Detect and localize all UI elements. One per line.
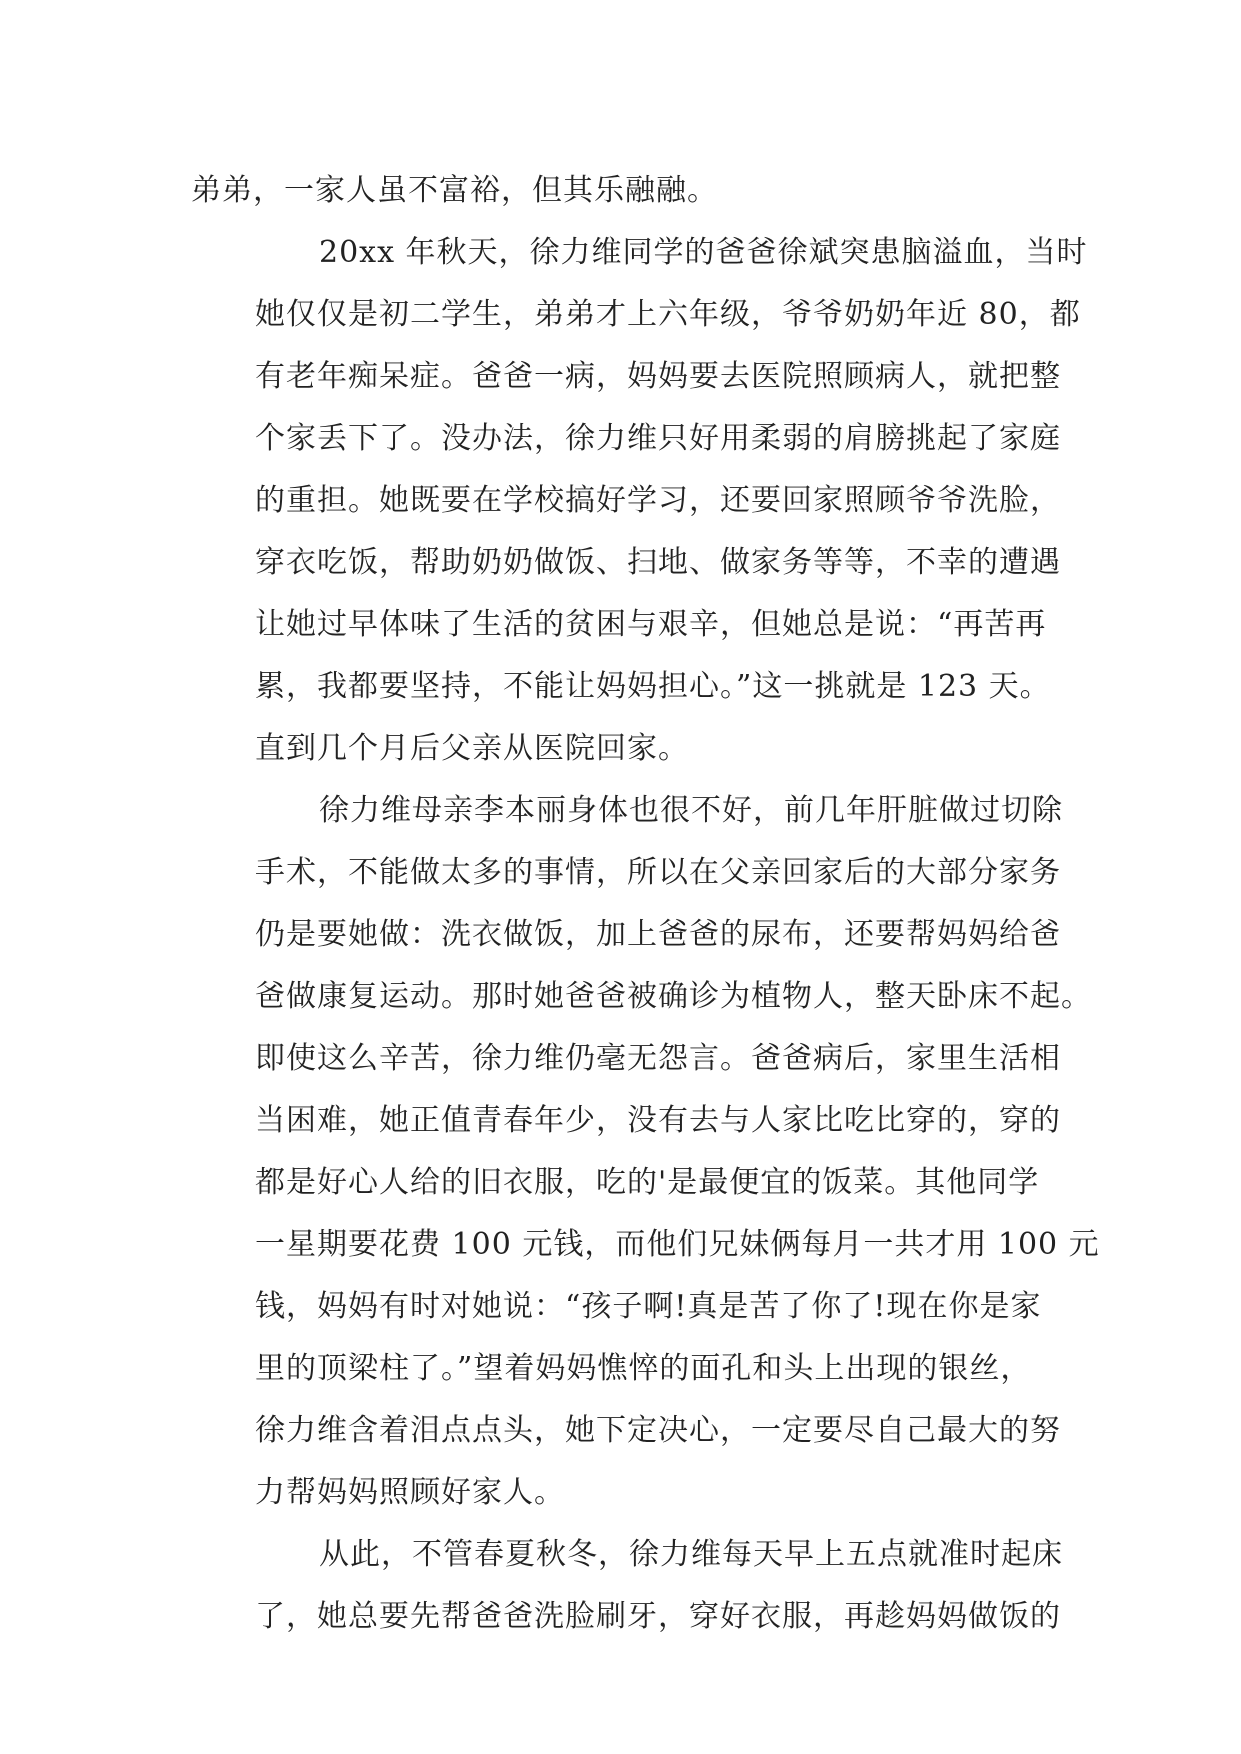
document-body [191, 160, 1100, 1648]
text-line: 一星期要花费 100 元钱，而他们兄妹俩每月一共才用 100 元 [255, 1227, 1100, 1262]
text-line: 有老年痴呆症。爸爸一病，妈妈要去医院照顾病人，就把整 [255, 359, 1061, 394]
text-line: 穿衣吃饭，帮助奶奶做饭、扫地、做家务等等，不幸的遭遇 [255, 545, 1061, 580]
paragraph-4 [191, 1524, 1063, 1648]
text-line: 力帮妈妈照顾好家人。 [255, 1475, 565, 1510]
text-line: 徐力维母亲李本丽身体也很不好，前几年肝脏做过切除 [319, 793, 1063, 828]
text-line: 仍是要她做：洗衣做饭，加上爸爸的尿布，还要帮妈妈给爸 [255, 917, 1061, 952]
text-line: 了，她总要先帮爸爸洗脸刷牙，穿好衣服，再趁妈妈做饭的 [255, 1599, 1061, 1634]
text-line: 的重担。她既要在学校搞好学习，还要回家照顾爷爷洗脸， [255, 483, 1061, 518]
text-line: 里的顶梁柱了。”望着妈妈憔悴的面孔和头上出现的银丝， [255, 1351, 1032, 1386]
text-line: 20xx 年秋天，徐力维同学的爸爸徐斌突患脑溢血，当时 [319, 235, 1088, 270]
text-line: 她仅仅是初二学生，弟弟才上六年级，爷爷奶奶年近 80，都 [255, 297, 1081, 332]
paragraph-1 [191, 160, 1051, 222]
text-line: 都是好心人给的旧衣服，吃的'是最便宜的饭菜。其他同学 [255, 1165, 1040, 1200]
paragraph-3 [191, 780, 1100, 1524]
text-line: 爸做康复运动。那时她爸爸被确诊为植物人，整天卧床不起。 [255, 979, 1092, 1014]
text-line: 直到几个月后父亲从医院回家。 [255, 731, 689, 766]
text-line: 钱，妈妈有时对她说：“孩子啊!真是苦了你了!现在你是家 [255, 1289, 1042, 1324]
text-line: 个家丢下了。没办法，徐力维只好用柔弱的肩膀挑起了家庭 [255, 421, 1061, 456]
text-line: 弟弟，一家人虽不富裕，但其乐融融。 [191, 173, 718, 208]
paragraph-2 [191, 222, 1088, 780]
text-line: 徐力维含着泪点点头，她下定决心，一定要尽自己最大的努 [255, 1413, 1061, 1448]
text-line: 当困难，她正值青春年少，没有去与人家比吃比穿的，穿的 [255, 1103, 1061, 1138]
text-line: 从此，不管春夏秋冬，徐力维每天早上五点就准时起床 [319, 1537, 1063, 1572]
text-line: 手术，不能做太多的事情，所以在父亲回家后的大部分家务 [255, 855, 1061, 890]
text-line: 即使这么辛苦，徐力维仍毫无怨言。爸爸病后，家里生活相 [255, 1041, 1061, 1076]
text-line: 让她过早体味了生活的贫困与艰辛，但她总是说：“再苦再 [255, 607, 1047, 642]
text-line: 累，我都要坚持，不能让妈妈担心。”这一挑就是 123 天。 [255, 669, 1051, 704]
